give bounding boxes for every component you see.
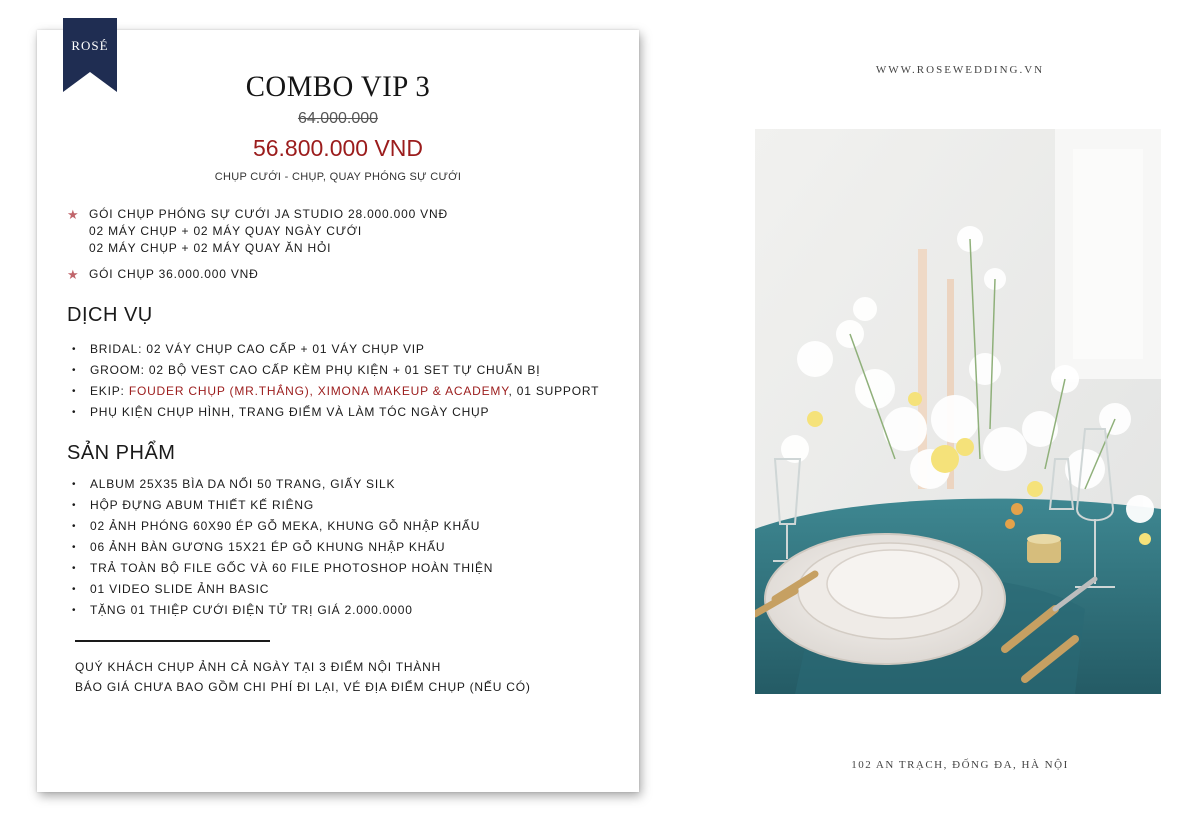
notes [75, 657, 531, 697]
package-line: GÓI CHỤP PHÓNG SỰ CƯỚI JA STUDIO 28.000.000 VNĐ [89, 207, 448, 221]
combo-title: COMBO VIP 3 [245, 70, 431, 103]
list-item [72, 402, 632, 423]
new-price: 56.800.000 VND [252, 135, 424, 161]
service-text: GROOM: 02 BỘ VEST CAO CẤP KÈM PHỤ KIỆN + 01 SET TỰ CHUẨN BỊ [90, 363, 541, 377]
package-list [67, 206, 627, 292]
service-text: PHỤ KIỆN CHỤP HÌNH, TRANG ĐIỂM VÀ LÀM TÓC NGÀY CHỤP [90, 405, 490, 419]
service-text: BRIDAL: 02 VÁY CHỤP CAO CẤP + 01 VÁY CHỤP VIP [90, 342, 425, 356]
list-item [72, 339, 632, 360]
combo-subtitle: CHỤP CƯỚI - CHỤP, QUAY PHÓNG SỰ CƯỚI [214, 171, 462, 183]
list-item [72, 579, 632, 600]
address-text: 102 AN TRẠCH, ĐỐNG ĐA, HÀ NỘI [851, 759, 1069, 771]
services-list [72, 339, 632, 423]
product-text: ALBUM 25X35 BÌA DA NỔI 50 TRANG, GIẤY SILK [90, 477, 396, 491]
bullet-icon: • [72, 386, 77, 397]
old-price: 64.000.000 [297, 110, 379, 127]
ekip-prefix: EKIP: [90, 384, 129, 398]
bullet-icon: • [72, 521, 77, 532]
wedding-table-photo [755, 129, 1161, 694]
package-line: 02 MÁY CHỤP + 02 MÁY QUAY ĂN HỎI [89, 241, 332, 255]
bullet-icon: • [72, 479, 77, 490]
products-list [72, 474, 632, 621]
note-line: QUÝ KHÁCH CHỤP ẢNH CẢ NGÀY TẠI 3 ĐIỂM NỘI THÀNH [75, 660, 442, 674]
package-line: GÓI CHỤP 36.000.000 VNĐ [89, 267, 259, 281]
bullet-icon: • [72, 584, 77, 595]
bullet-icon: • [72, 500, 77, 511]
brand-ribbon [63, 18, 117, 92]
product-text: HỘP ĐỰNG ABUM THIẾT KẾ RIÊNG [90, 498, 315, 512]
ribbon-bookmark-icon [63, 18, 117, 92]
list-item [72, 474, 632, 495]
product-text: TRẢ TOÀN BỘ FILE GỐC VÀ 60 FILE PHOTOSHOP HOÀN THIỆN [90, 561, 494, 575]
table-setting-image [755, 129, 1161, 694]
list-item [72, 558, 632, 579]
product-text: 06 ẢNH BÀN GƯƠNG 15X21 ÉP GỖ KHUNG NHẬP KHẨU [90, 540, 446, 554]
list-item [72, 516, 632, 537]
bullet-icon: • [72, 344, 77, 355]
ekip-team: FOUDER CHỤP (MR.THẮNG), XIMONA MAKEUP & ACADEMY [128, 384, 509, 398]
list-item [72, 495, 632, 516]
bullet-icon: • [72, 542, 77, 553]
services-title: DỊCH VỤ [67, 304, 153, 326]
bullet-icon: • [72, 563, 77, 574]
divider [75, 640, 270, 642]
brand-logo-text: ROSÉ [71, 38, 109, 53]
package-line: 02 MÁY CHỤP + 02 MÁY QUAY NGÀY CƯỚI [89, 224, 362, 238]
bullet-icon: • [72, 365, 77, 376]
star-icon: ★ [67, 207, 80, 222]
product-text: TẶNG 01 THIỆP CƯỚI ĐIỆN TỬ TRỊ GIÁ 2.000.0000 [90, 603, 413, 617]
star-icon: ★ [67, 267, 80, 282]
bullet-icon: • [72, 605, 77, 616]
list-item [72, 600, 632, 621]
product-text: 01 VIDEO SLIDE ẢNH BASIC [90, 582, 270, 596]
ekip-suffix: , 01 SUPPORT [508, 384, 600, 398]
list-item [72, 537, 632, 558]
list-item [72, 360, 632, 381]
products-title: SẢN PHẨM [67, 442, 176, 464]
list-item [72, 381, 632, 402]
product-text: 02 ẢNH PHÓNG 60X90 ÉP GỖ MEKA, KHUNG GỖ NHẬP KHẨU [90, 519, 481, 533]
website-text: WWW.ROSEWEDDING.VN [875, 64, 1045, 76]
note-line: BÁO GIÁ CHƯA BAO GỒM CHI PHÍ ĐI LẠI, VÉ ĐỊA ĐIỂM CHỤP (NẾU CÓ) [75, 680, 531, 694]
package-item [67, 206, 627, 257]
bullet-icon: • [72, 407, 77, 418]
package-item [67, 266, 627, 283]
